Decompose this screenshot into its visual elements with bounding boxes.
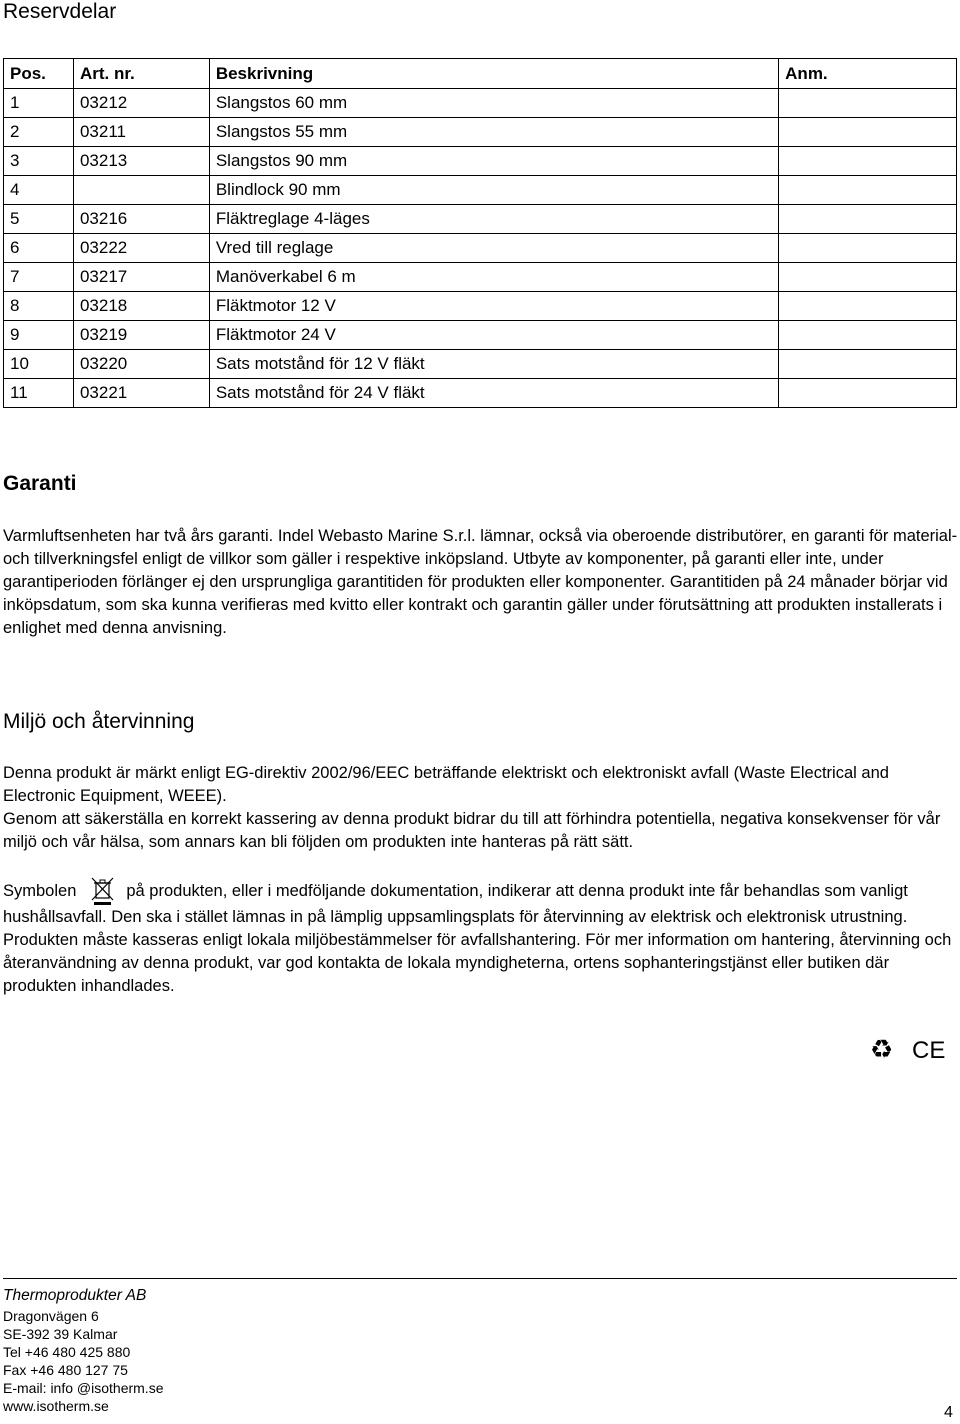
garanti-heading: Garanti — [3, 472, 77, 495]
cell-art-nr: 03219 — [73, 321, 209, 350]
table-row — [4, 89, 957, 118]
page-number: 4 — [944, 1404, 953, 1421]
cell-pos: 10 — [4, 350, 74, 379]
table-row — [4, 147, 957, 176]
cell-beskrivning: Sats motstånd för 12 V fläkt — [209, 350, 778, 379]
cell-anm — [779, 350, 957, 379]
table-row — [4, 205, 957, 234]
symbol-paragraph — [3, 876, 958, 998]
cell-art-nr: 03216 — [73, 205, 209, 234]
cell-beskrivning: Manöverkabel 6 m — [209, 263, 778, 292]
cell-beskrivning: Sats motstånd för 24 V fläkt — [209, 379, 778, 408]
footer-divider — [3, 1278, 957, 1279]
cell-pos: 4 — [4, 176, 74, 205]
table-row — [4, 118, 957, 147]
cell-art-nr: 03212 — [73, 89, 209, 118]
phone-number: Tel +46 480 425 880 — [3, 1344, 131, 1360]
symbol-label: Symbolen — [3, 882, 77, 900]
table-row — [4, 263, 957, 292]
table-row — [4, 292, 957, 321]
cell-art-nr: 03221 — [73, 379, 209, 408]
table-row — [4, 379, 957, 408]
cell-beskrivning: Slangstos 60 mm — [209, 89, 778, 118]
miljo-heading: Miljö och återvinning — [3, 710, 195, 733]
cell-pos: 3 — [4, 147, 74, 176]
cell-art-nr: 03213 — [73, 147, 209, 176]
parts-table — [3, 58, 957, 408]
cell-beskrivning: Fläktreglage 4-läges — [209, 205, 778, 234]
cell-anm — [779, 176, 957, 205]
cell-pos: 9 — [4, 321, 74, 350]
cell-art-nr: 03218 — [73, 292, 209, 321]
cell-pos: 6 — [4, 234, 74, 263]
recycle-icon: ♻ — [870, 1035, 894, 1064]
table-row — [4, 350, 957, 379]
symbol-description: på produkten, eller i medföljande dokumentation, indikerar att denna produkt inte får behandlas som vanligt hushållsavfall. Den ska i stället lämnas in på lämplig uppsamlingsplats för återvinning av elektrisk och elektronisk utrustning. Produkten måste kasseras enligt lokala miljöbestämmelser för avfallshantering. För mer information om hantering, återvinning och återanvändning av denna produkt, var god kontakta de lokala myndigheterna, ortens sophanteringstjänst eller butiken där produkten inhandlades. — [3, 882, 952, 995]
cell-beskrivning: Vred till reglage — [209, 234, 778, 263]
cell-pos: 7 — [4, 263, 74, 292]
cell-beskrivning: Slangstos 55 mm — [209, 118, 778, 147]
company-name: Thermoprodukter AB — [3, 1287, 147, 1304]
crossed-bin-icon — [88, 876, 118, 906]
marks-svg — [868, 1034, 952, 1064]
cell-art-nr: 03217 — [73, 263, 209, 292]
cell-anm — [779, 118, 957, 147]
cell-art-nr: 03220 — [73, 350, 209, 379]
header-beskrivning: Beskrivning — [209, 59, 778, 89]
certification-marks — [868, 1034, 952, 1064]
cell-anm — [779, 89, 957, 118]
cell-beskrivning: Slangstos 90 mm — [209, 147, 778, 176]
address-city: SE-392 39 Kalmar — [3, 1326, 118, 1342]
header-pos: Pos. — [4, 59, 74, 89]
cell-art-nr — [73, 176, 209, 205]
cell-anm — [779, 234, 957, 263]
reservdelar-heading: Reservdelar — [3, 0, 117, 23]
table-row — [4, 176, 957, 205]
header-anm: Anm. — [779, 59, 957, 89]
table-row — [4, 234, 957, 263]
ce-mark-icon: CE — [912, 1037, 946, 1064]
cell-pos: 8 — [4, 292, 74, 321]
email-address[interactable]: E-mail: info @isotherm.se — [3, 1380, 164, 1396]
cell-beskrivning: Fläktmotor 24 V — [209, 321, 778, 350]
fax-number: Fax +46 480 127 75 — [3, 1362, 128, 1378]
table-row — [4, 321, 957, 350]
cell-art-nr: 03222 — [73, 234, 209, 263]
cell-beskrivning: Fläktmotor 12 V — [209, 292, 778, 321]
website-link[interactable]: www.isotherm.se — [3, 1398, 109, 1414]
address-street: Dragonvägen 6 — [3, 1308, 99, 1324]
cell-anm — [779, 205, 957, 234]
cell-pos: 11 — [4, 379, 74, 408]
cell-art-nr: 03211 — [73, 118, 209, 147]
weee-directive-paragraph: Denna produkt är märkt enligt EG-direktiv 2002/96/EEC beträffande elektriskt och elektroniskt avfall (Waste Electrical and Electronic Equipment, WEEE). — [3, 764, 889, 805]
cell-pos: 1 — [4, 89, 74, 118]
cell-beskrivning: Blindlock 90 mm — [209, 176, 778, 205]
cell-anm — [779, 263, 957, 292]
cell-anm — [779, 292, 957, 321]
cell-anm — [779, 379, 957, 408]
disposal-paragraph: Genom att säkerställa en korrekt kassering av denna produkt bidrar du till att förhindra potentiella, negativa konsekvenser för vår miljö och vår hälsa, som annars kan bli följden om produkten inte hanteras på rätt sätt. — [3, 810, 941, 851]
cell-anm — [779, 321, 957, 350]
cell-pos: 5 — [4, 205, 74, 234]
table-header-row — [4, 59, 957, 89]
header-art-nr: Art. nr. — [73, 59, 209, 89]
cell-pos: 2 — [4, 118, 74, 147]
cell-anm — [779, 147, 957, 176]
garanti-paragraph: Varmluftsenheten har två års garanti. Indel Webasto Marine S.r.l. lämnar, också via oberoende distributörer, en garanti för material- och tillverkningsfel enligt de villkor som gäller i respektive inköpsland. Utbyte av komponenter, på garanti eller inte, under garantiperioden förlänger ej den ursprungliga garantitiden för produkten eller komponenter. Garantitiden på 24 månader börjar vid inköpsdatum, som ska kunna verifieras med kvitto eller kontrakt och garantin gäller under förutsättning att produkten installerats i enlighet med denna anvisning. — [3, 527, 958, 637]
